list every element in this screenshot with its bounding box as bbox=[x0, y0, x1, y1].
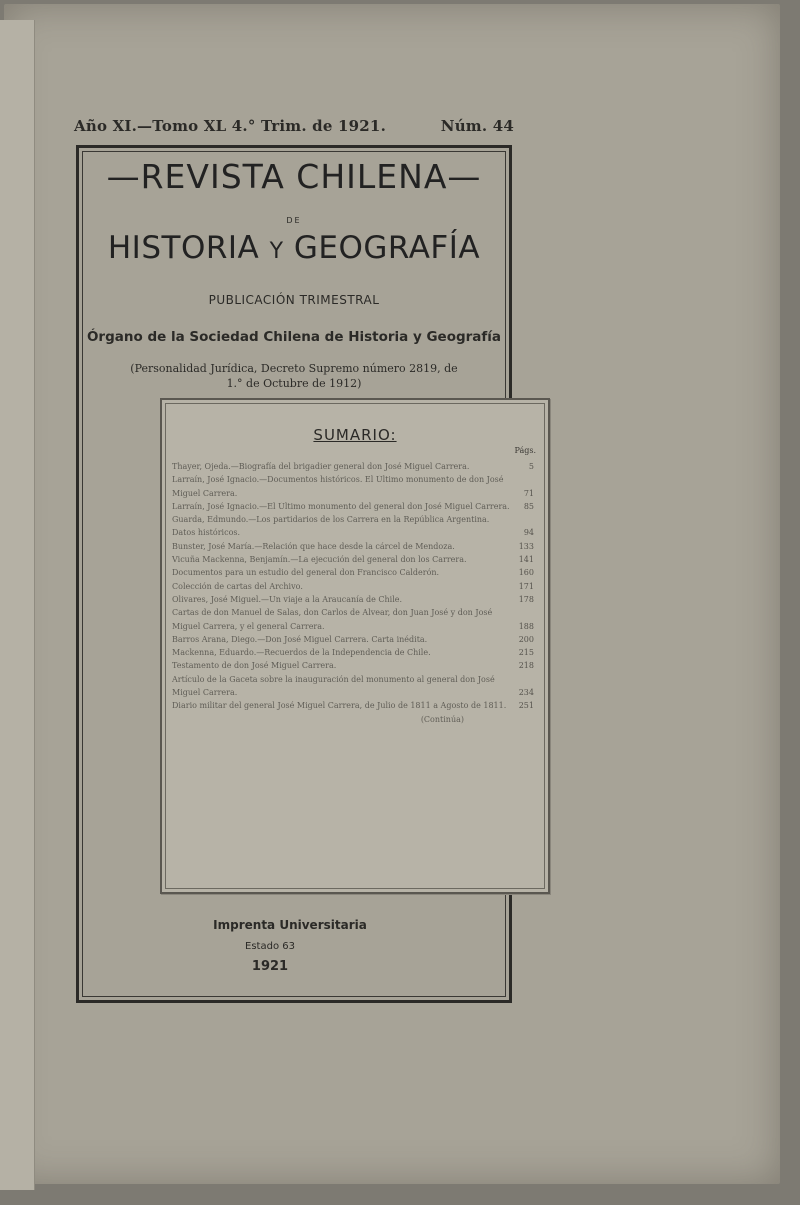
toc-entry-page: 171 bbox=[518, 581, 534, 591]
pages-label: Págs. bbox=[514, 446, 536, 455]
toc-entry-page: 200 bbox=[518, 634, 534, 644]
toc-entry-text: Vicuña Mackenna, Benjamín.—La ejecución del general don los Carrera. bbox=[172, 555, 467, 565]
toc-entry-page: 215 bbox=[518, 648, 534, 658]
society-organ: Órgano de la Sociedad Chilena de Historia y Geografía bbox=[86, 329, 502, 345]
publication-frequency: PUBLICACIÓN TRIMESTRAL bbox=[208, 293, 380, 307]
toc-entry bbox=[172, 659, 534, 672]
toc-entry bbox=[172, 460, 534, 473]
toc-entry bbox=[172, 593, 534, 606]
toc-entry-page: 234 bbox=[518, 688, 534, 698]
toc-entry bbox=[172, 606, 534, 633]
toc-entry-text: Olivares, José Miguel.—Un viaje a la Araucanía de Chile. bbox=[172, 594, 403, 604]
toc-entry-page: 218 bbox=[518, 661, 534, 671]
journal-subtitle: HISTORIA Y GEOGRAFÍA bbox=[107, 230, 481, 266]
toc-entry-page: 178 bbox=[518, 594, 534, 604]
toc-entry-text: Larraín, José Ignacio.—El Último monumento del general don José Miguel Carrera. bbox=[172, 501, 510, 511]
toc-entry bbox=[172, 633, 534, 646]
toc-continues: (Continúa) bbox=[420, 714, 464, 724]
toc-entry-text: Documentos para un estudio del general don Francisco Calderón. bbox=[172, 568, 440, 578]
toc-entry-page: 5 bbox=[528, 462, 534, 471]
toc-entry bbox=[172, 673, 534, 700]
toc-entry bbox=[172, 513, 534, 540]
toc-entry-page: 94 bbox=[523, 528, 534, 538]
toc-entry-text: Larraín, José Ignacio.—Documentos históricos. El Último monumento de don José Miguel Carrera. bbox=[172, 475, 504, 498]
toc-entry-page: 133 bbox=[518, 541, 534, 551]
toc-entry-text: Testamento de don José Miguel Carrera. bbox=[172, 661, 337, 671]
toc-entry-page: 160 bbox=[518, 568, 534, 578]
toc-entry bbox=[172, 699, 534, 712]
toc-entry-text: Barros Arana, Diego.—Don José Miguel Carrera. Carta inédita. bbox=[172, 634, 428, 644]
issue-volume: Año XI.—Tomo XL 4.° Trim. de 1921. bbox=[74, 117, 386, 135]
toc-entry-text: Guarda, Edmundo.—Los partidarios de los Carrera en la República Argentina. Datos históricos. bbox=[172, 515, 490, 538]
toc-entry bbox=[172, 553, 534, 566]
printer-name: Imprenta Universitaria bbox=[213, 918, 367, 932]
toc-entry-page: 188 bbox=[518, 621, 534, 631]
toc-list bbox=[172, 460, 534, 726]
toc-entry-text: Diario militar del general José Miguel Carrera, de Julio de 1811 a Agosto de 1811. bbox=[172, 701, 507, 711]
toc-entry-text: Cartas de don Manuel de Salas, don Carlos de Alvear, don Juan José y don José Miguel Carrera, y el general Carrera. bbox=[172, 608, 493, 631]
toc-entry-page: 71 bbox=[523, 488, 534, 498]
toc-entry-page: 141 bbox=[518, 555, 534, 565]
toc-entry bbox=[172, 646, 534, 659]
toc-entry bbox=[172, 580, 534, 593]
journal-title: —REVISTA CHILENA— bbox=[106, 157, 482, 196]
issue-number: Núm. 44 bbox=[440, 117, 514, 135]
table-of-contents bbox=[160, 398, 550, 894]
page-edge bbox=[0, 20, 35, 1190]
legal-notice: (Personalidad Jurídica, Decreto Supremo número 2819, de 1.° de Octubre de 1912) bbox=[130, 362, 458, 390]
toc-entry-text: Colección de cartas del Archivo. bbox=[172, 581, 303, 591]
publication-year: 1921 bbox=[251, 959, 289, 974]
toc-entry bbox=[172, 566, 534, 579]
toc-entry-text: Artículo de la Gaceta sobre la inauguración del monumento al general don José Miguel Carrera. bbox=[172, 674, 495, 698]
printer-address: Estado 63 bbox=[245, 941, 295, 952]
toc-entry-text: Thayer, Ojeda.—Biografía del brigadier general don José Miguel Carrera. bbox=[172, 462, 470, 471]
toc-entry-text: Bunster, José María.—Relación que hace desde la cárcel de Mendoza. bbox=[172, 541, 455, 551]
toc-entry-page: 251 bbox=[518, 701, 534, 711]
toc-entry bbox=[172, 500, 534, 513]
sumario-title: SUMARIO: bbox=[313, 426, 397, 444]
title-connector: DE bbox=[286, 216, 302, 225]
toc-entry bbox=[172, 473, 534, 500]
toc-entry-text: Mackenna, Eduardo.—Recuerdos de la Independencia de Chile. bbox=[172, 648, 431, 658]
issue-line bbox=[74, 117, 514, 135]
toc-entry bbox=[172, 540, 534, 553]
toc-entry-page: 85 bbox=[523, 501, 534, 511]
